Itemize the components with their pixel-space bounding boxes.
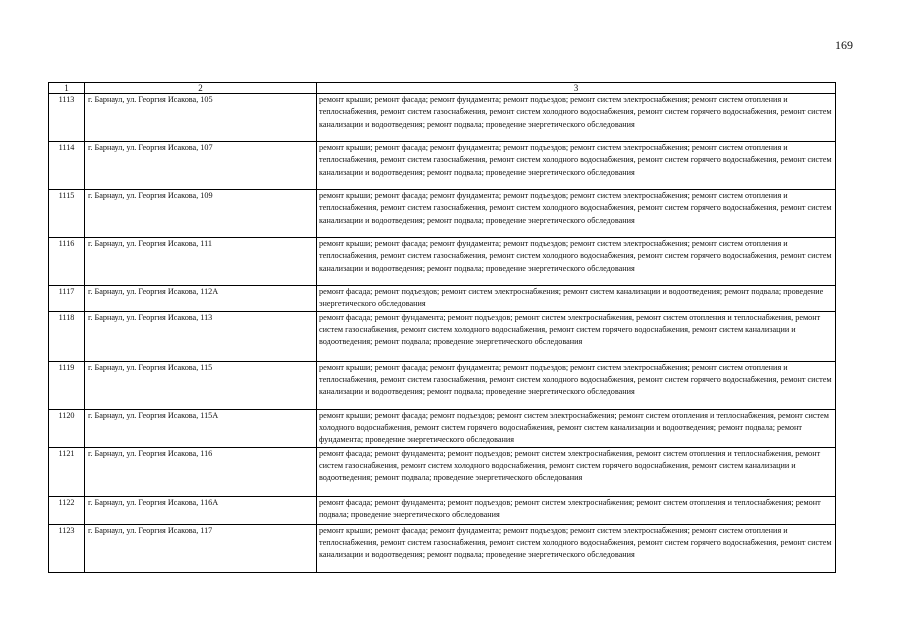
row-address: г. Барнаул, ул. Георгия Исакова, 115 — [85, 361, 317, 409]
row-address: г. Барнаул, ул. Георгия Исакова, 109 — [85, 190, 317, 238]
row-address: г. Барнаул, ул. Георгия Исакова, 107 — [85, 142, 317, 190]
table-row — [49, 142, 836, 190]
table-row — [49, 409, 836, 447]
row-number: 1120 — [49, 409, 85, 447]
row-works: ремонт крыши; ремонт фасада; ремонт подъездов; ремонт систем электроснабжения; ремонт систем отопления и теплоснабжения, ремонт систем холодного водоснабжения, ремонт систем горячего водоснабжения, ремонт систем канализации и водоотведения; ремонт подвала; ремонт фундамента; проведение энергетического обследования — [317, 409, 836, 447]
column-header-address: 2 — [85, 83, 317, 94]
table-header-row — [49, 83, 836, 94]
table-row — [49, 94, 836, 142]
row-number: 1118 — [49, 311, 85, 361]
row-number: 1117 — [49, 286, 85, 312]
row-works: ремонт фасада; ремонт фундамента; ремонт подъездов; ремонт систем электроснабжения; ремонт систем отопления и теплоснабжения; ремонт подвала; проведение энергетического обследования — [317, 496, 836, 524]
row-works: ремонт крыши; ремонт фасада; ремонт фундамента; ремонт подъездов; ремонт систем электроснабжения; ремонт систем отопления и теплоснабжения, ремонт систем газоснабжения, ремонт систем холодного водоснабжения, ремонт систем горячего водоснабжения, ремонт систем канализации и водоотведения; ремонт подвала; проведение энергетического обследования — [317, 190, 836, 238]
row-works: ремонт фасада; ремонт подъездов; ремонт систем электроснабжения; ремонт систем канализации и водоотведения; ремонт подвала; проведение энергетического обследования — [317, 286, 836, 312]
table-row — [49, 311, 836, 361]
page-number: 169 — [835, 38, 853, 52]
table-row — [49, 524, 836, 572]
row-address: г. Барнаул, ул. Георгия Исакова, 116А — [85, 496, 317, 524]
row-works: ремонт крыши; ремонт фасада; ремонт фундамента; ремонт подъездов; ремонт систем электроснабжения; ремонт систем отопления и теплоснабжения, ремонт систем газоснабжения, ремонт систем холодного водоснабжения, ремонт систем горячего водоснабжения, ремонт систем канализации и водоотведения; ремонт подвала; проведение энергетического обследования — [317, 142, 836, 190]
row-address: г. Барнаул, ул. Георгия Исакова, 112А — [85, 286, 317, 312]
row-number: 1116 — [49, 238, 85, 286]
row-address: г. Барнаул, ул. Георгия Исакова, 113 — [85, 311, 317, 361]
row-number: 1114 — [49, 142, 85, 190]
row-address: г. Барнаул, ул. Георгия Исакова, 111 — [85, 238, 317, 286]
row-address: г. Барнаул, ул. Георгия Исакова, 105 — [85, 94, 317, 142]
row-works: ремонт фасада; ремонт фундамента; ремонт подъездов; ремонт систем электроснабжения, ремонт систем отопления и теплоснабжения, ремонт систем газоснабжения, ремонт систем холодного водоснабжения, ремонт систем горячего водоснабжения, ремонт систем канализации и водоотведения; ремонт подвала; проведение энергетического обследования — [317, 311, 836, 361]
row-number: 1121 — [49, 447, 85, 496]
repair-schedule-table — [48, 82, 836, 573]
row-works: ремонт крыши; ремонт фасада; ремонт фундамента; ремонт подъездов; ремонт систем электроснабжения; ремонт систем отопления и теплоснабжения, ремонт систем газоснабжения, ремонт систем холодного водоснабжения, ремонт систем горячего водоснабжения, ремонт систем канализации и водоотведения; ремонт подвала; проведение энергетического обследования — [317, 94, 836, 142]
column-header-works: 3 — [317, 83, 836, 94]
row-address: г. Барнаул, ул. Георгия Исакова, 116 — [85, 447, 317, 496]
table-row — [49, 496, 836, 524]
row-address: г. Барнаул, ул. Георгия Исакова, 115А — [85, 409, 317, 447]
row-number: 1122 — [49, 496, 85, 524]
row-works: ремонт крыши; ремонт фасада; ремонт фундамента; ремонт подъездов; ремонт систем электроснабжения; ремонт систем отопления и теплоснабжения, ремонт систем газоснабжения, ремонт систем холодного водоснабжения, ремонт систем горячего водоснабжения, ремонт систем канализации и водоотведения; ремонт подвала; проведение энергетического обследования — [317, 524, 836, 572]
row-number: 1123 — [49, 524, 85, 572]
table-row — [49, 286, 836, 312]
table-row — [49, 361, 836, 409]
table-row — [49, 190, 836, 238]
row-works: ремонт крыши; ремонт фасада; ремонт фундамента; ремонт подъездов; ремонт систем электроснабжения; ремонт систем отопления и теплоснабжения, ремонт систем газоснабжения, ремонт систем холодного водоснабжения, ремонт систем горячего водоснабжения, ремонт систем канализации и водоотведения; ремонт подвала; проведение энергетического обследования — [317, 238, 836, 286]
table-row — [49, 238, 836, 286]
row-number: 1115 — [49, 190, 85, 238]
row-address: г. Барнаул, ул. Георгия Исакова, 117 — [85, 524, 317, 572]
table-row — [49, 447, 836, 496]
row-works: ремонт фасада; ремонт фундамента; ремонт подъездов; ремонт систем электроснабжения, ремонт систем отопления и теплоснабжения, ремонт систем газоснабжения, ремонт систем холодного водоснабжения, ремонт систем горячего водоснабжения, ремонт систем канализации и водоотведения; ремонт подвала; проведение энергетического обследования — [317, 447, 836, 496]
row-works: ремонт крыши; ремонт фасада; ремонт фундамента; ремонт подъездов; ремонт систем электроснабжения; ремонт систем отопления и теплоснабжения, ремонт систем газоснабжения, ремонт систем холодного водоснабжения, ремонт систем горячего водоснабжения, ремонт систем канализации и водоотведения; ремонт подвала; проведение энергетического обследования — [317, 361, 836, 409]
row-number: 1119 — [49, 361, 85, 409]
column-header-number: 1 — [49, 83, 85, 94]
row-number: 1113 — [49, 94, 85, 142]
